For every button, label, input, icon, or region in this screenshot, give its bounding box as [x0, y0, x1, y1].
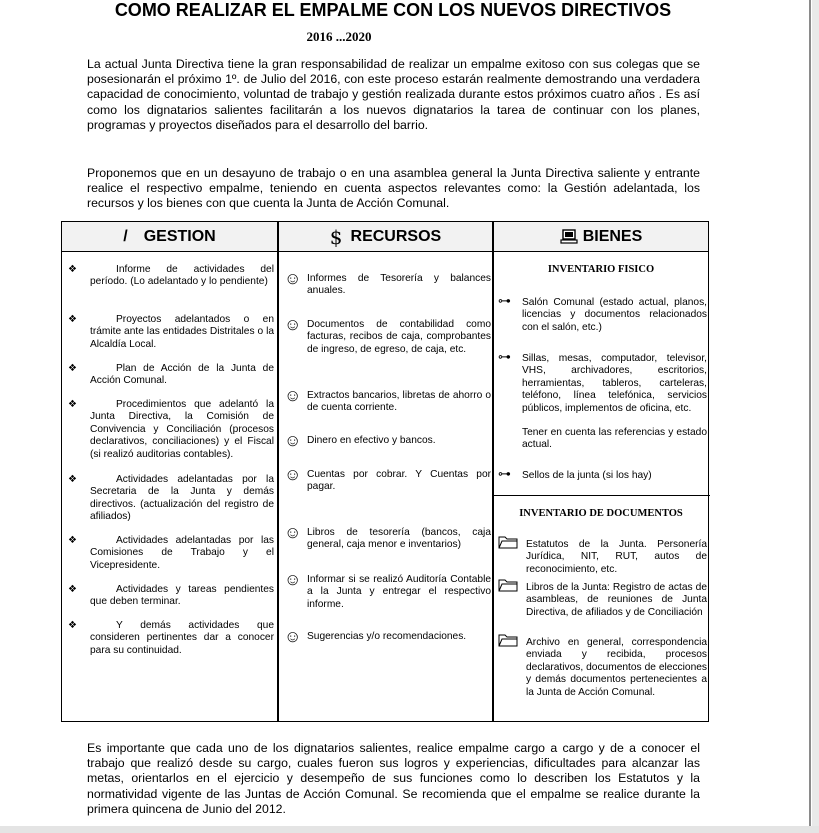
closing-paragraph: Es importante que cada uno de los dignatarios salientes, realice empalme cargo a cargo y de a conocer el trabajo que realizó desde su cargo, cuales fueron sus logros y experiencias, dificultades para alcanzar las metas, orientarlos en el ejercicio y desempeño de sus funciones como lo describen los Estatutos y la normatividad vigente de las Juntas de Acción Comunal. Se recomienda que el empalme se realice durante la primera quincena de Junio del 2012. — [87, 741, 700, 816]
diamond-bullet-icon: ❖ — [68, 264, 77, 275]
key-icon: ⊶ — [498, 293, 511, 308]
page-margin-bottom — [0, 826, 819, 833]
page-edge-shadow — [809, 0, 811, 833]
recursos-column: ☺ Informes de Tesorería y balances anuales. ☺ Documentos de contabilidad como facturas, recibos de caja, comprobantes de ingreso, de egreso, de caja, etc. ☺ Extractos bancarios, libretas de ahorro o de cuenta corriente. ☺ Dinero en efectivo y bancos. ☺ Cuentas por cobrar. Y Cuentas por pagar. ☺ Libros de tesorería (bancos, caja general, caja menor e inventarios) ☺ Informar si se realizó Auditoría Contable a la Junta y entregar el respectivo informe. ☺ Sugerencias y/o recomendaciones. — [284, 269, 491, 646]
slash-icon: / — [123, 227, 128, 245]
diamond-bullet-icon: ❖ — [68, 399, 77, 410]
smiley-icon: ☺ — [284, 315, 302, 334]
key-icon: ⊶ — [498, 349, 511, 364]
empalme-table — [61, 221, 709, 722]
diamond-bullet-icon: ❖ — [68, 474, 77, 485]
dollar-icon: $ — [329, 224, 343, 249]
smiley-icon: ☺ — [284, 465, 302, 484]
folder-icon — [498, 578, 518, 594]
document-period: 2016 ...2020 — [306, 29, 372, 44]
intro-paragraph-2: Proponemos que en un desayuno de trabajo o en una asamblea general la Junta Directiva saliente y entrante realice el respectivo empalme, teniendo en cuenta aspectos relevantes como: la Gestión adelantada, los recursos y los bienes con que cuenta la Junta de Acción Comunal. — [87, 166, 700, 211]
inventario-fisico-heading: INVENTARIO FISICO — [547, 264, 655, 275]
intro-paragraph-1: La actual Junta Directiva tiene la gran responsabilidad de realizar un empalme exitoso con sus colegas que se posesionarán el próximo 1º. de Julio del 2016, con este proceso estarán realmente demostrando una verdadera capacidad de conocimiento, voluntad de trabajo y gestión realizada durante estos próximos cuatro años . Es así como los dignatarios salientes facilitarán a los nuevos dignatarios la tarea de continuar con los planes, programas y proyectos diseñados para el desarrollo del barrio. — [87, 57, 700, 132]
diamond-bullet-icon: ❖ — [68, 584, 77, 595]
folder-icon — [498, 535, 518, 551]
gestion-column: ❖ Informe de actividades del período. (Lo adelantado y lo pendiente) ❖ Proyectos adelantados o en trámite ante las entidades Distritales o la Alcaldía Local. ❖ Plan de Acción de la Junta de Acción Comunal. ❖ Procedimientos que adelantó la Junta Directiva, la Comisión de Convivencia y Conciliación (procesos declarativos, conciliaciones) y el Fiscal (si realizó auditorias contables). ❖ Actividades adelantadas por la Secretaria de la Junta y demás directivos. (actualización del registro de afiliados) ❖ Actividades adelantadas por las Comisiones de Trabajo y el Vicepresidente. ❖ Actividades y tareas pendientes que deben terminar. ❖ Y demás actividades que consideren pertinentes dar a conocer para su continuidad. — [68, 264, 274, 656]
smiley-icon: ☺ — [284, 431, 302, 450]
smiley-icon: ☺ — [284, 269, 302, 288]
page-margin-right — [812, 0, 819, 833]
key-icon: ⊶ — [498, 466, 511, 481]
recursos-header-label: RECURSOS — [350, 227, 442, 245]
smiley-icon: ☺ — [284, 523, 302, 542]
smiley-icon: ☺ — [284, 627, 302, 646]
diamond-bullet-icon: ❖ — [68, 620, 77, 631]
diamond-bullet-icon: ❖ — [68, 314, 77, 325]
diamond-bullet-icon: ❖ — [68, 535, 77, 546]
smiley-icon: ☺ — [284, 570, 302, 589]
inventario-documentos-heading: INVENTARIO DE DOCUMENTOS — [519, 508, 683, 519]
gestion-header-label: GESTION — [143, 227, 216, 245]
bienes-column: INVENTARIO FISICO ⊶ Salón Comunal (estado actual, planos, licencias y documentos relacionados con el salón, etc.) ⊶ Sillas, mesas, computador, televisor, VHS, archivadores, escritorios, herramientas, tableros, carteleras, teléfono, línea telefónica, servicios públicos, implementos de oficina, etc. Tener en cuenta las referencias y estado actual. ⊶ Sellos de la junta (si los hay) INVENTARIO DE DOCUMENTOS Estatutos de la Junta. Personería Jurídica, NIT, RUT, autos de reconocimiento, etc. Libros de la Junta: Registro de actas de asambleas, de reuniones de Junta Directiva, de afiliados y de Conciliación Archivo en general, correspondencia enviada y recibida, procesos declarativos, documentos de elecciones y demás documentos pertenecientes a la Junta de Acción Comunal. — [494, 222, 708, 721]
bienes-header-label: BIENES — [582, 227, 643, 245]
folder-icon — [498, 633, 518, 649]
smiley-icon: ☺ — [284, 386, 302, 405]
diamond-bullet-icon: ❖ — [68, 363, 77, 374]
document-title: COMO REALIZAR EL EMPALME CON LOS NUEVOS DIRECTIVOS — [114, 0, 672, 20]
